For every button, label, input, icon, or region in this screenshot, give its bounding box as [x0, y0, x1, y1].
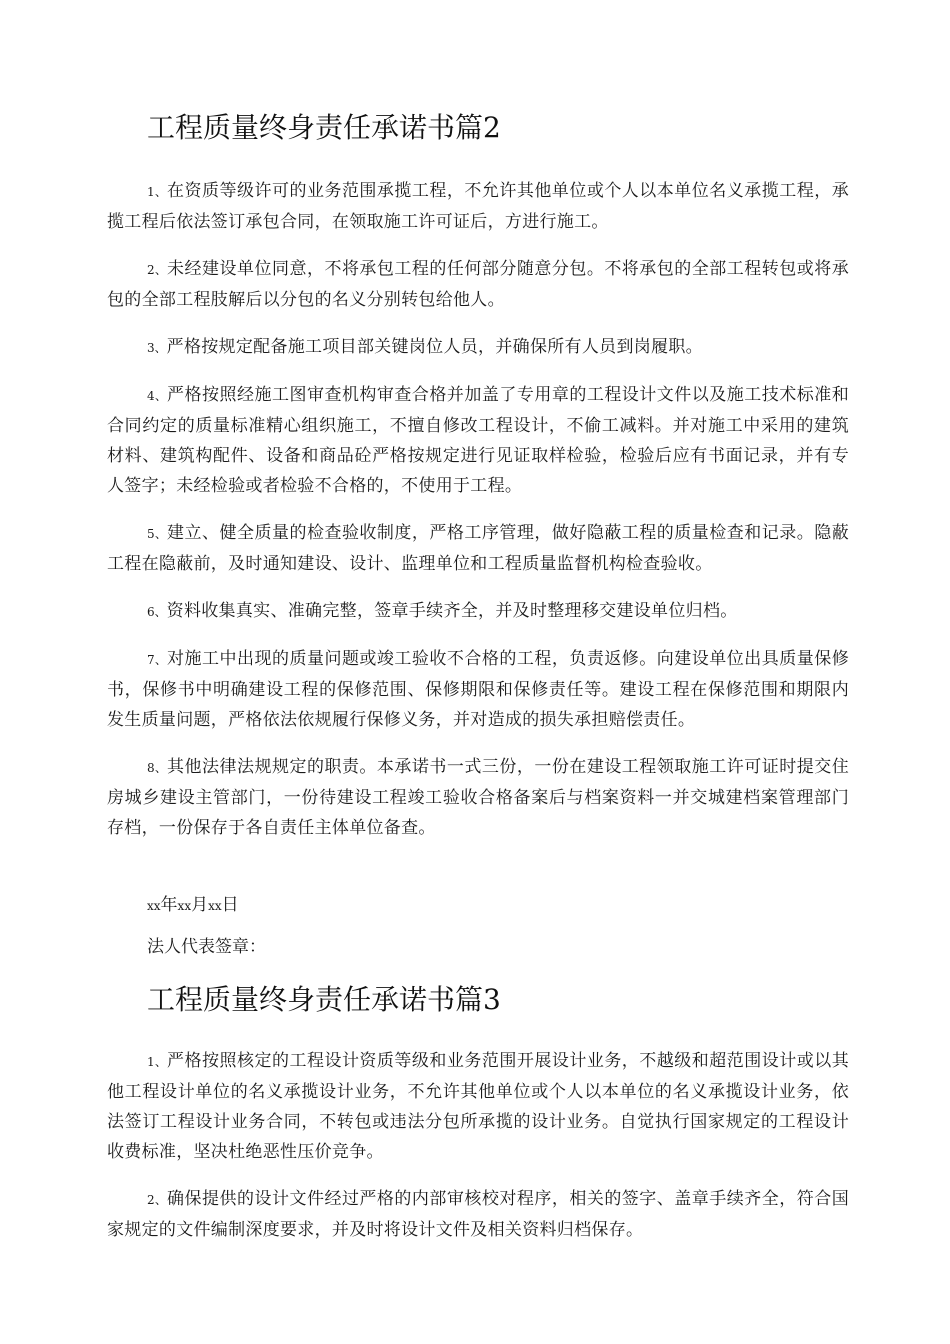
item-number: 4、: [147, 389, 168, 403]
commitment-item: [107, 752, 849, 843]
item-text: 建立、健全质量的检查验收制度，严格工序管理，做好隐蔽工程的质量检查和记录。隐蔽工程在隐蔽前，及时通知建设、设计、监理单位和工程质量监督机构检查验收。: [107, 523, 850, 574]
item-text: 资料收集真实、准确完整，签章手续齐全，并及时整理移交建设单位归档。: [166, 601, 738, 621]
date-year: xx: [147, 899, 161, 913]
commitment-item: [107, 1046, 849, 1167]
date-month-unit: 月: [191, 895, 209, 915]
commitment-list: [107, 176, 849, 860]
item-number: 7、: [147, 653, 168, 667]
commitment-item: [107, 332, 849, 363]
signature-label: 法人代表签章：: [147, 937, 266, 957]
item-text: 确保提供的设计文件经过严格的内部审核校对程序，相关的签字、盖章手续齐全，符合国家规定的文件编制深度要求，并及时将设计文件及相关资料归档保存。: [107, 1189, 850, 1240]
item-number: 2、: [147, 1193, 168, 1207]
commitment-item: [107, 518, 849, 579]
item-number: 2、: [147, 263, 168, 277]
commitment-item: [107, 176, 849, 237]
date-day: xx: [208, 899, 222, 913]
item-number: 1、: [147, 185, 168, 199]
section-title: 工程质量终身责任承诺书篇3: [147, 983, 501, 1016]
item-text: 严格按规定配备施工项目部关键岗位人员，并确保所有人员到岗履职。: [166, 337, 703, 357]
section-title: 工程质量终身责任承诺书篇2: [147, 111, 501, 144]
item-number: 1、: [147, 1055, 168, 1069]
commitment-item: [107, 254, 849, 315]
commitment-item: [107, 380, 849, 501]
commitment-list: [107, 1046, 849, 1262]
item-text: 在资质等级许可的业务范围承揽工程，不允许其他单位或个人以本单位名义承揽工程，承揽工程后依法签订承包合同，在领取施工许可证后，方进行施工。: [107, 181, 850, 232]
item-number: 8、: [147, 761, 168, 775]
date-day-unit: 日: [221, 895, 239, 915]
date-year-unit: 年: [160, 895, 178, 915]
item-text: 其他法律法规规定的职责。本承诺书一式三份，一份在建设工程领取施工许可证时提交住房城乡建设主管部门，一份待建设工程竣工验收合格备案后与档案资料一并交城建档案管理部门存档，一份保存于各自责任主体单位备查。: [107, 757, 850, 838]
item-text: 未经建设单位同意，不将承包工程的任何部分随意分包。不将承包的全部工程转包或将承包的全部工程肢解后以分包的名义分别转包给他人。: [107, 259, 850, 310]
item-text: 严格按照经施工图审查机构审查合格并加盖了专用章的工程设计文件以及施工技术标准和合同约定的质量标准精心组织施工，不擅自修改工程设计，不偷工减料。并对施工中采用的建筑材料、建筑构配件、设备和商品砼严格按规定进行见证取样检验，检验后应有书面记录，并有专人签字；未经检验或者检验不合格的，不使用于工程。: [107, 385, 850, 496]
item-text: 对施工中出现的质量问题或竣工验收不合格的工程，负责返修。向建设单位出具质量保修书，保修书中明确建设工程的保修范围、保修期限和保修责任等。建设工程在保修范围和期限内发生质量问题，严格依法依规履行保修义务，并对造成的损失承担赔偿责任。: [107, 649, 850, 730]
item-text: 严格按照核定的工程设计资质等级和业务范围开展设计业务，不越级和超范围设计或以其他工程设计单位的名义承揽设计业务，不允许其他单位或个人以本单位的名义承揽设计业务，依法签订工程设计业务合同，不转包或违法分包所承揽的设计业务。自觉执行国家规定的工程设计收费标准，坚决杜绝恶性压价竞争。: [107, 1051, 850, 1162]
commitment-item: [107, 596, 849, 627]
item-number: 5、: [147, 527, 168, 541]
date-line: [147, 890, 239, 921]
commitment-item: [107, 1184, 849, 1245]
item-number: 6、: [147, 605, 167, 619]
commitment-item: [107, 644, 849, 735]
item-number: 3、: [147, 341, 167, 355]
date-month: xx: [177, 899, 192, 913]
